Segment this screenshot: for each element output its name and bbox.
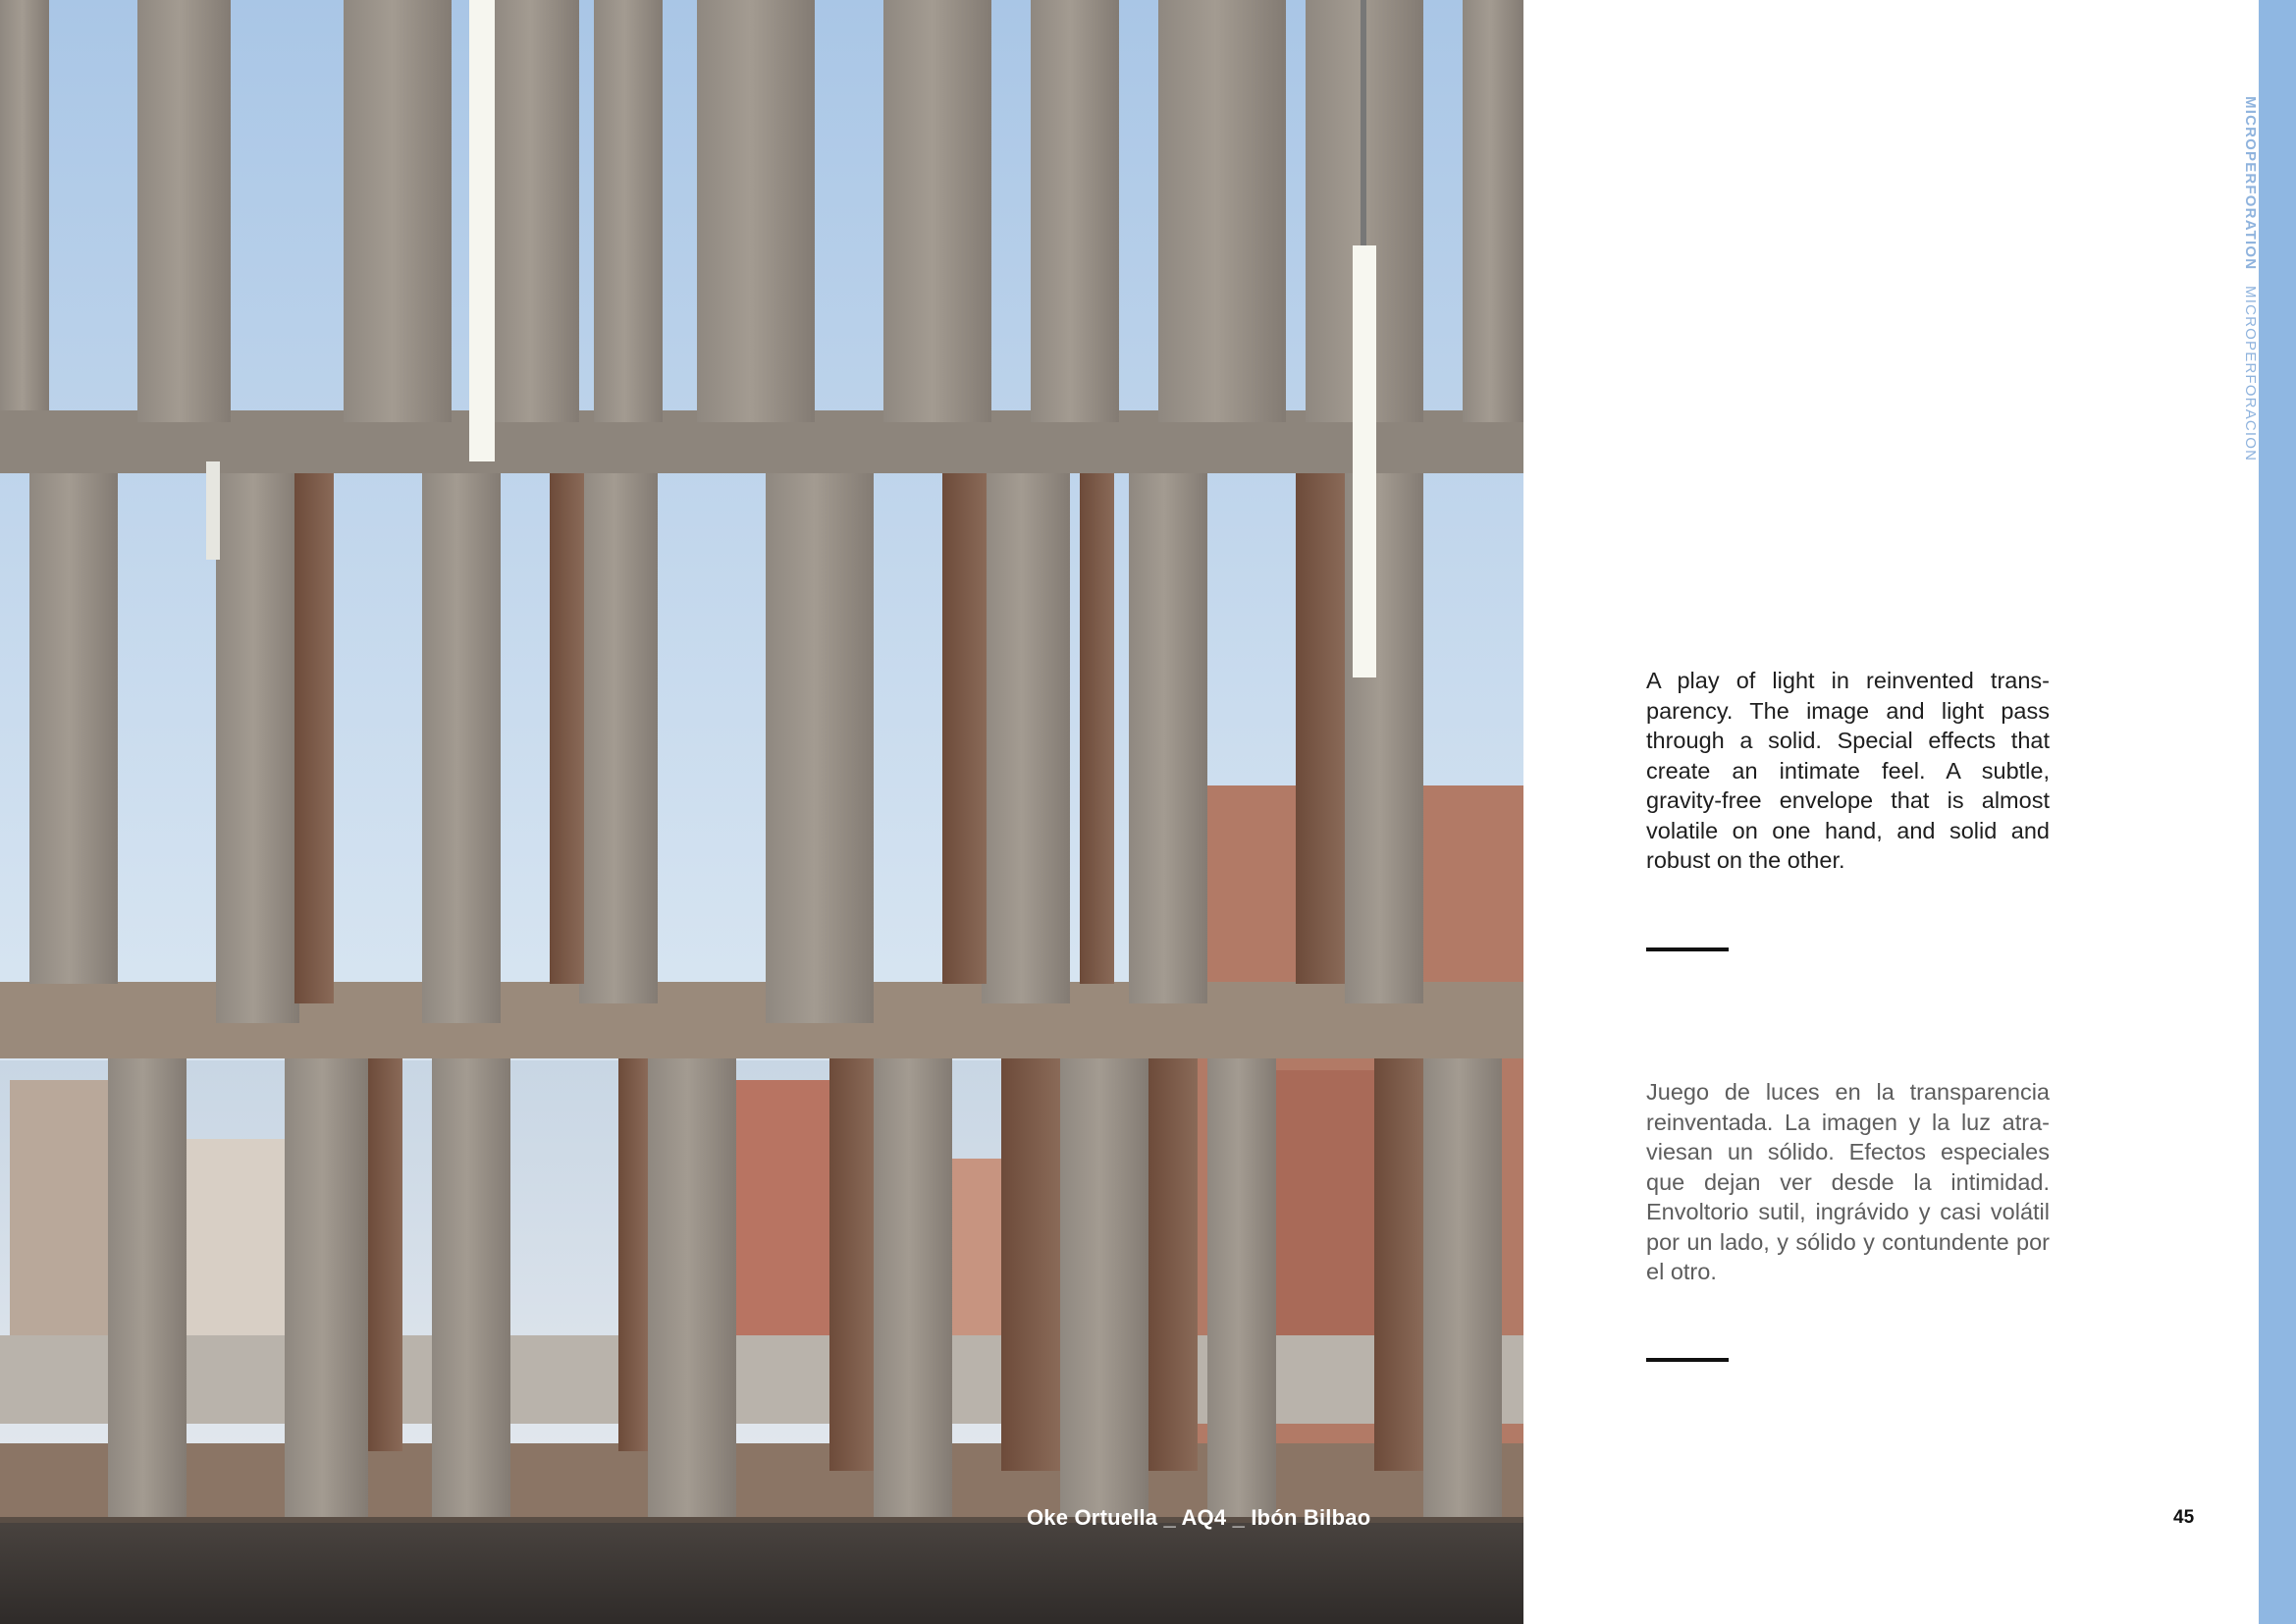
section-label	[2242, 96, 2259, 461]
accent-side-bar	[2259, 0, 2296, 1624]
photo-caption: Oke Ortuella _ AQ4 _ Ibón Bilbao	[1027, 1505, 1371, 1530]
body-text-spanish: Juego de luces en la transparencia reinventada. La imagen y la luz atraviesan un sólido. Efectos especiales que dejan ver desde la intimidad. Envoltorio sutil, ingrávido y casi volátil por un lado, y sólido y contundente por el otro.	[1646, 1079, 2050, 1284]
page-number: 45	[2173, 1507, 2195, 1528]
section-label-spanish: MICROPERFORACION	[2242, 285, 2259, 461]
divider-rule	[1646, 1358, 1729, 1362]
divider-rule	[1646, 947, 1729, 951]
section-label-english: MICROPERFORATION	[2242, 96, 2259, 271]
body-text-english: A play of light in reinvented transparency. The image and light pass through a solid. Special effects that create an intimate feel. A subtle, gravity-free envelope that is almost volatile on one hand, and solid and robust on the other.	[1646, 668, 2050, 873]
